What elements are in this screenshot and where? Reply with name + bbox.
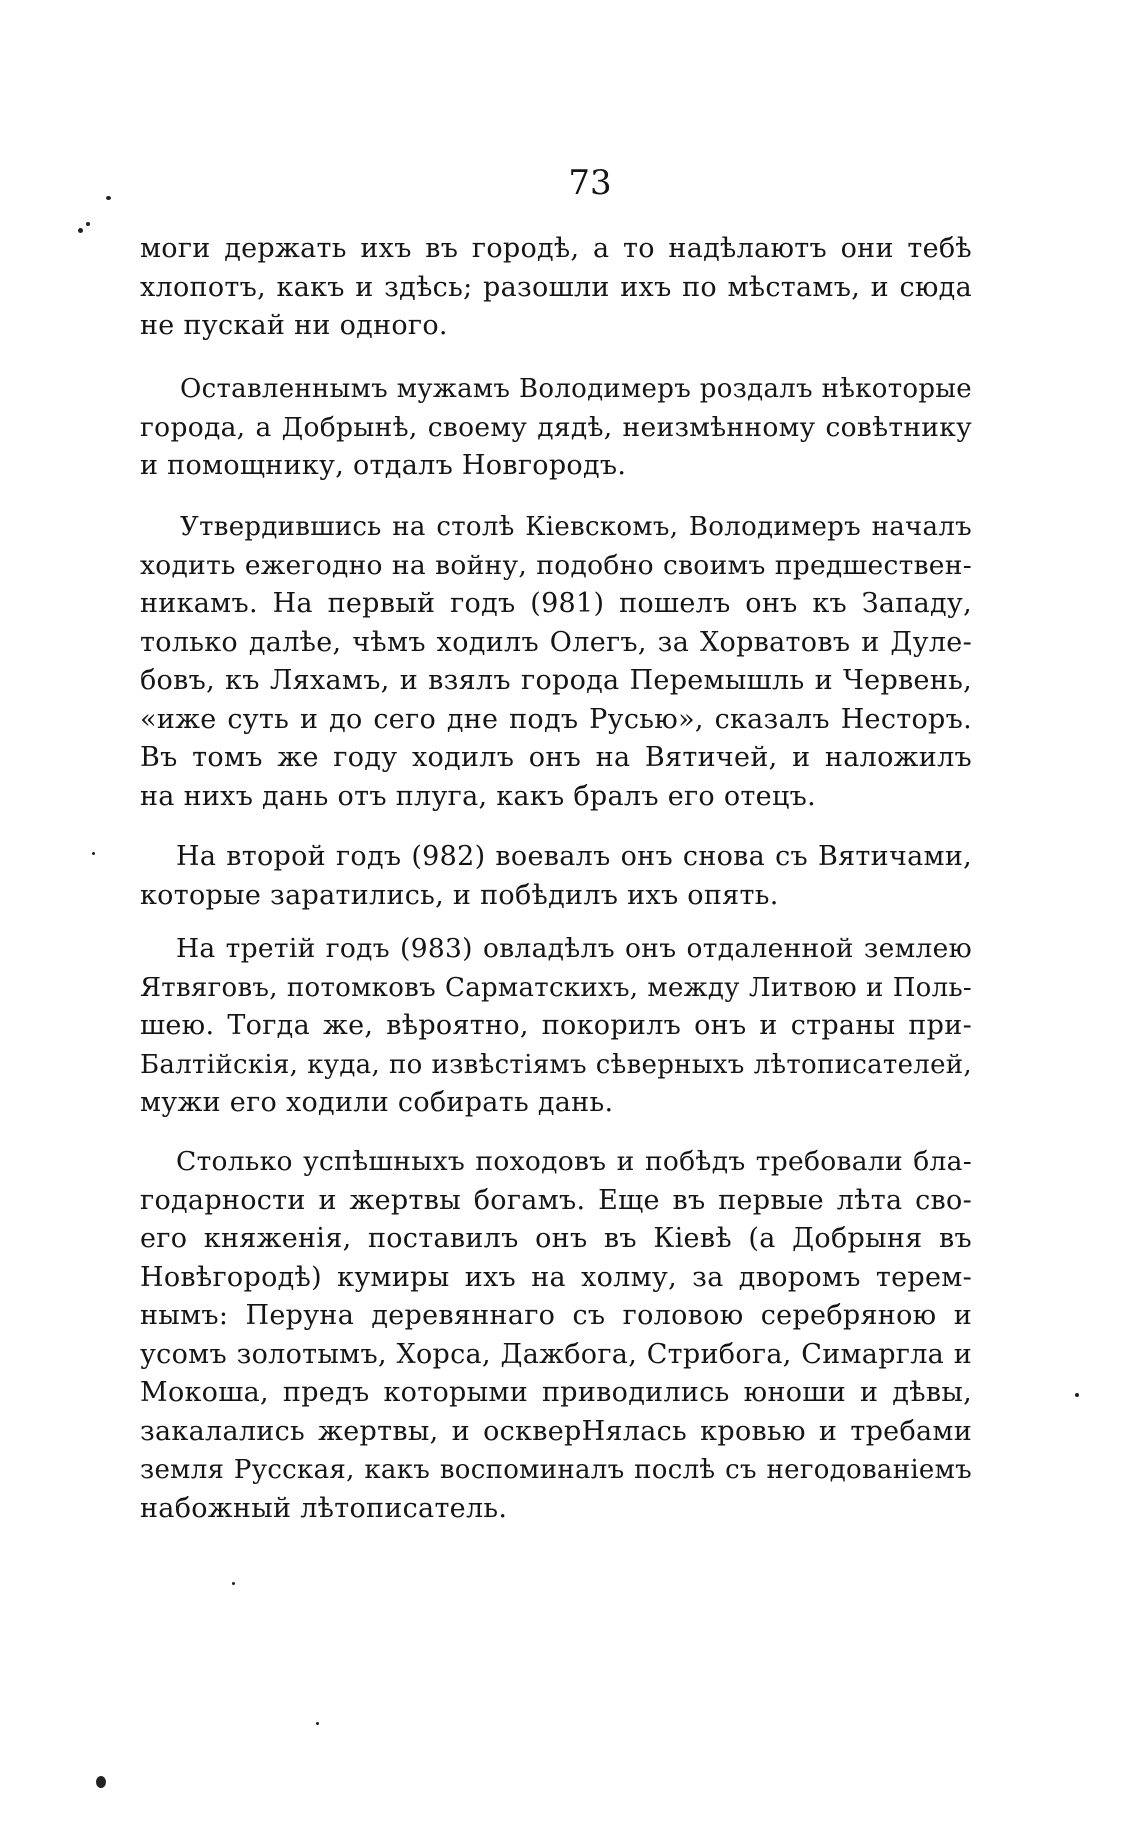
text-line: На третій годъ (983) овладѣлъ онъ отдаленной землею [176, 933, 972, 964]
text-line: нымъ: Перуна деревяннаго съ головою серебряною и [140, 1300, 972, 1331]
page-number: 73 [568, 163, 612, 203]
scan-speck [1075, 1393, 1079, 1397]
text-line: усомъ золотымъ, Хорса, Дажбога, Стрибога, Симаргла и [140, 1338, 972, 1370]
paragraph-1 [140, 230, 972, 346]
scan-speck [86, 222, 90, 226]
text-line: «иже суть и до сего дне подъ Русью», сказалъ Несторъ. [140, 703, 972, 735]
text-line: Мокоша, предъ которыми приводились юноши и дѣвы, [140, 1377, 972, 1408]
text-line: закалались жертвы, и оскверНялась кровью и требами [140, 1415, 972, 1447]
text-line: бовъ, къ Ляхамъ, и взялъ города Перемышль и Червень, [140, 665, 972, 696]
text-line: Въ томъ же году ходилъ онъ на Вятичей, и наложилъ [140, 742, 972, 773]
scan-speck [106, 196, 111, 200]
paragraph-4 [140, 838, 972, 915]
paragraph-6 [140, 1143, 972, 1528]
scan-speck [92, 852, 95, 855]
text-line: хлопотъ, какъ и здѣсь; разошли ихъ по мѣстамъ, и сюда [140, 271, 972, 303]
text-line: годарности и жертвы богамъ. Еще въ первые лѣта сво- [140, 1184, 972, 1216]
text-line: Балтійскія, куда, по извѣстіямъ сѣверныхъ лѣтописателей, [140, 1049, 972, 1080]
text-line: ходить ежегодно на войну, подобно своимъ предшествен- [140, 549, 972, 581]
text-line: мужи его ходили собирать дань. [140, 1087, 614, 1118]
paragraph-3 [140, 508, 972, 816]
text-line: На второй годъ (982) воевалъ онъ снова съ Вятичами, [176, 841, 972, 872]
text-line: земля Русская, какъ воспоминалъ послѣ съ негодованіемъ [140, 1455, 972, 1485]
text-line: города, а Добрынѣ, своему дядѣ, неизмѣнному совѣтнику [140, 411, 972, 443]
text-line: его княженія, поставилъ онъ въ Кіевѣ (а Добрыня въ [140, 1223, 972, 1254]
scan-speck [78, 228, 83, 233]
paragraph-2 [140, 370, 972, 486]
text-line: не пускай ни одного. [140, 310, 448, 341]
text-line: Новѣгородѣ) кумиры ихъ на холму, за дворомъ терем- [140, 1261, 972, 1293]
paragraph-5 [140, 930, 972, 1123]
text-line: и помощнику, отдалъ Новгородъ. [140, 450, 627, 481]
scan-speck [96, 1776, 106, 1788]
text-line: никамъ. На первый годъ (981) пошелъ онъ къ Западу, [140, 588, 972, 619]
scan-speck [232, 1582, 235, 1585]
text-line: Утвердившись на столѣ Кіевскомъ, Володимеръ началъ [180, 512, 972, 542]
text-line: только далѣе, чѣмъ ходилъ Олегъ, за Хорватовъ и Дуле- [140, 626, 972, 658]
text-line: шею. Тогда же, вѣроятно, покорилъ онъ и страны при- [140, 1010, 972, 1041]
text-line: Оставленнымъ мужамъ Володимеръ роздалъ нѣкоторые [180, 374, 972, 404]
text-line: Столько успѣшныхъ походовъ и побѣдъ требовали бла- [176, 1146, 972, 1177]
text-line: Ятвяговъ, потомковъ Сарматскихъ, между Литвою и Поль- [140, 972, 972, 1003]
text-line: которые заратились, и побѣдилъ ихъ опять. [140, 879, 779, 911]
text-line: на нихъ дань отъ плуга, какъ бралъ его отецъ. [140, 780, 816, 812]
text-line: набожный лѣтописатель. [140, 1492, 508, 1524]
text-line: моги держать ихъ въ городѣ, а то надѣлаютъ они тебѣ [140, 233, 972, 264]
scan-speck [316, 1722, 319, 1725]
